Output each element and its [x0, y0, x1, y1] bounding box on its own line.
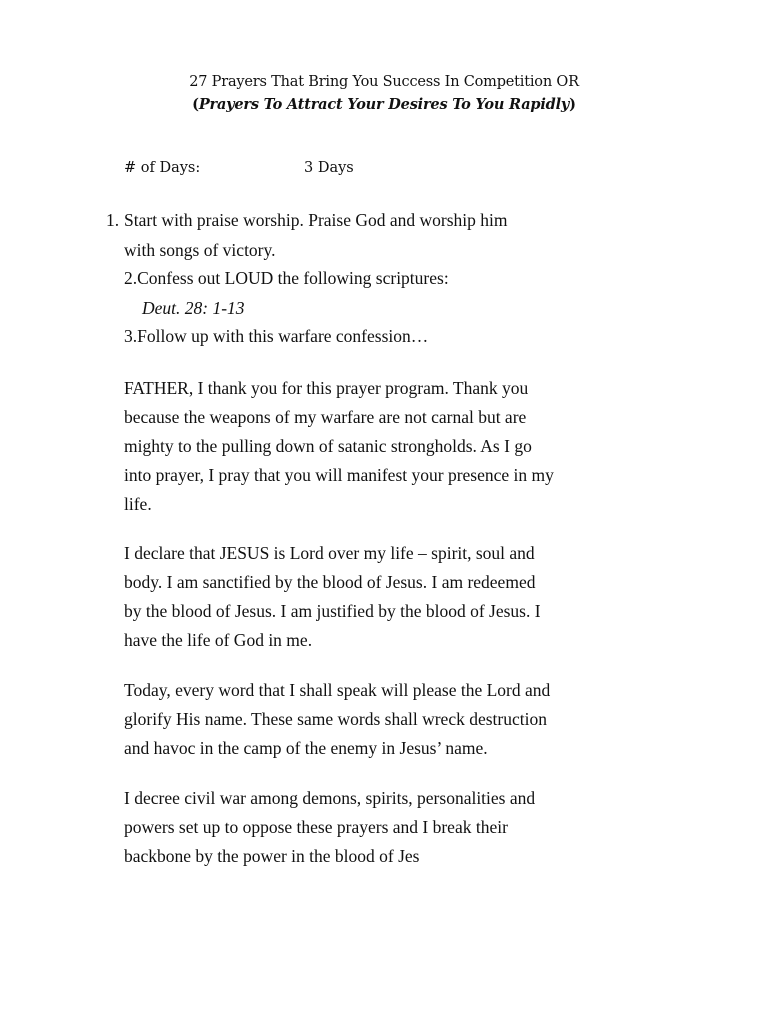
paragraph-4 [124, 784, 614, 871]
subtitle-open-paren: ( [192, 96, 199, 113]
paragraph-3 [124, 676, 614, 763]
days-label: # of Days: [124, 160, 201, 176]
paragraph-line: body. I am sanctified by the blood of Jesus. I am redeemed [124, 572, 536, 592]
paragraph-line: mighty to the pulling down of satanic strongholds. As I go [124, 436, 532, 456]
paragraph-line: glorify His name. These same words shall wreck destruction [124, 709, 547, 729]
paragraph-line: FATHER, I thank you for this prayer program. Thank you [124, 378, 529, 398]
paragraph-line: I declare that JESUS is Lord over my life – spirit, soul and [124, 543, 535, 563]
paragraph-line: powers set up to oppose these prayers and I break their [124, 817, 508, 837]
paragraph-2 [124, 539, 614, 655]
paragraph-line: I decree civil war among demons, spirits, personalities and [124, 788, 536, 808]
document-title: 27 Prayers That Bring You Success In Competition OR [189, 74, 579, 90]
list-item-1-line1: Start with praise worship. Praise God and worship him [124, 210, 508, 230]
days-value: 3 Days [304, 160, 354, 176]
list-item-3: 3.Follow up with this warfare confession… [124, 326, 429, 346]
paragraph-line: and havoc in the camp of the enemy in Jesus’ name. [124, 738, 488, 758]
scripture-reference: Deut. 28: 1-13 [142, 298, 245, 318]
subtitle-text: Prayers To Attract Your Desires To You Rapidly [198, 96, 570, 113]
paragraph-line: backbone by the power in the blood of Jes [124, 846, 420, 866]
subtitle-close-paren: ) [569, 96, 576, 113]
paragraph-line: by the blood of Jesus. I am justified by the blood of Jesus. I [124, 601, 541, 621]
list-item-1-number: 1. [106, 210, 120, 230]
list-item-1-line2: with songs of victory. [124, 240, 276, 260]
paragraph-line: have the life of God in me. [124, 630, 313, 650]
paragraph-line: Today, every word that I shall speak will please the Lord and [124, 680, 551, 700]
list-item-2: 2.Confess out LOUD the following scriptures: [124, 268, 449, 288]
document-subtitle [0, 96, 768, 113]
paragraph-1 [124, 374, 614, 519]
paragraph-line: life. [124, 494, 152, 514]
paragraph-line: into prayer, I pray that you will manifest your presence in my [124, 465, 554, 485]
paragraph-line: because the weapons of my warfare are not carnal but are [124, 407, 527, 427]
